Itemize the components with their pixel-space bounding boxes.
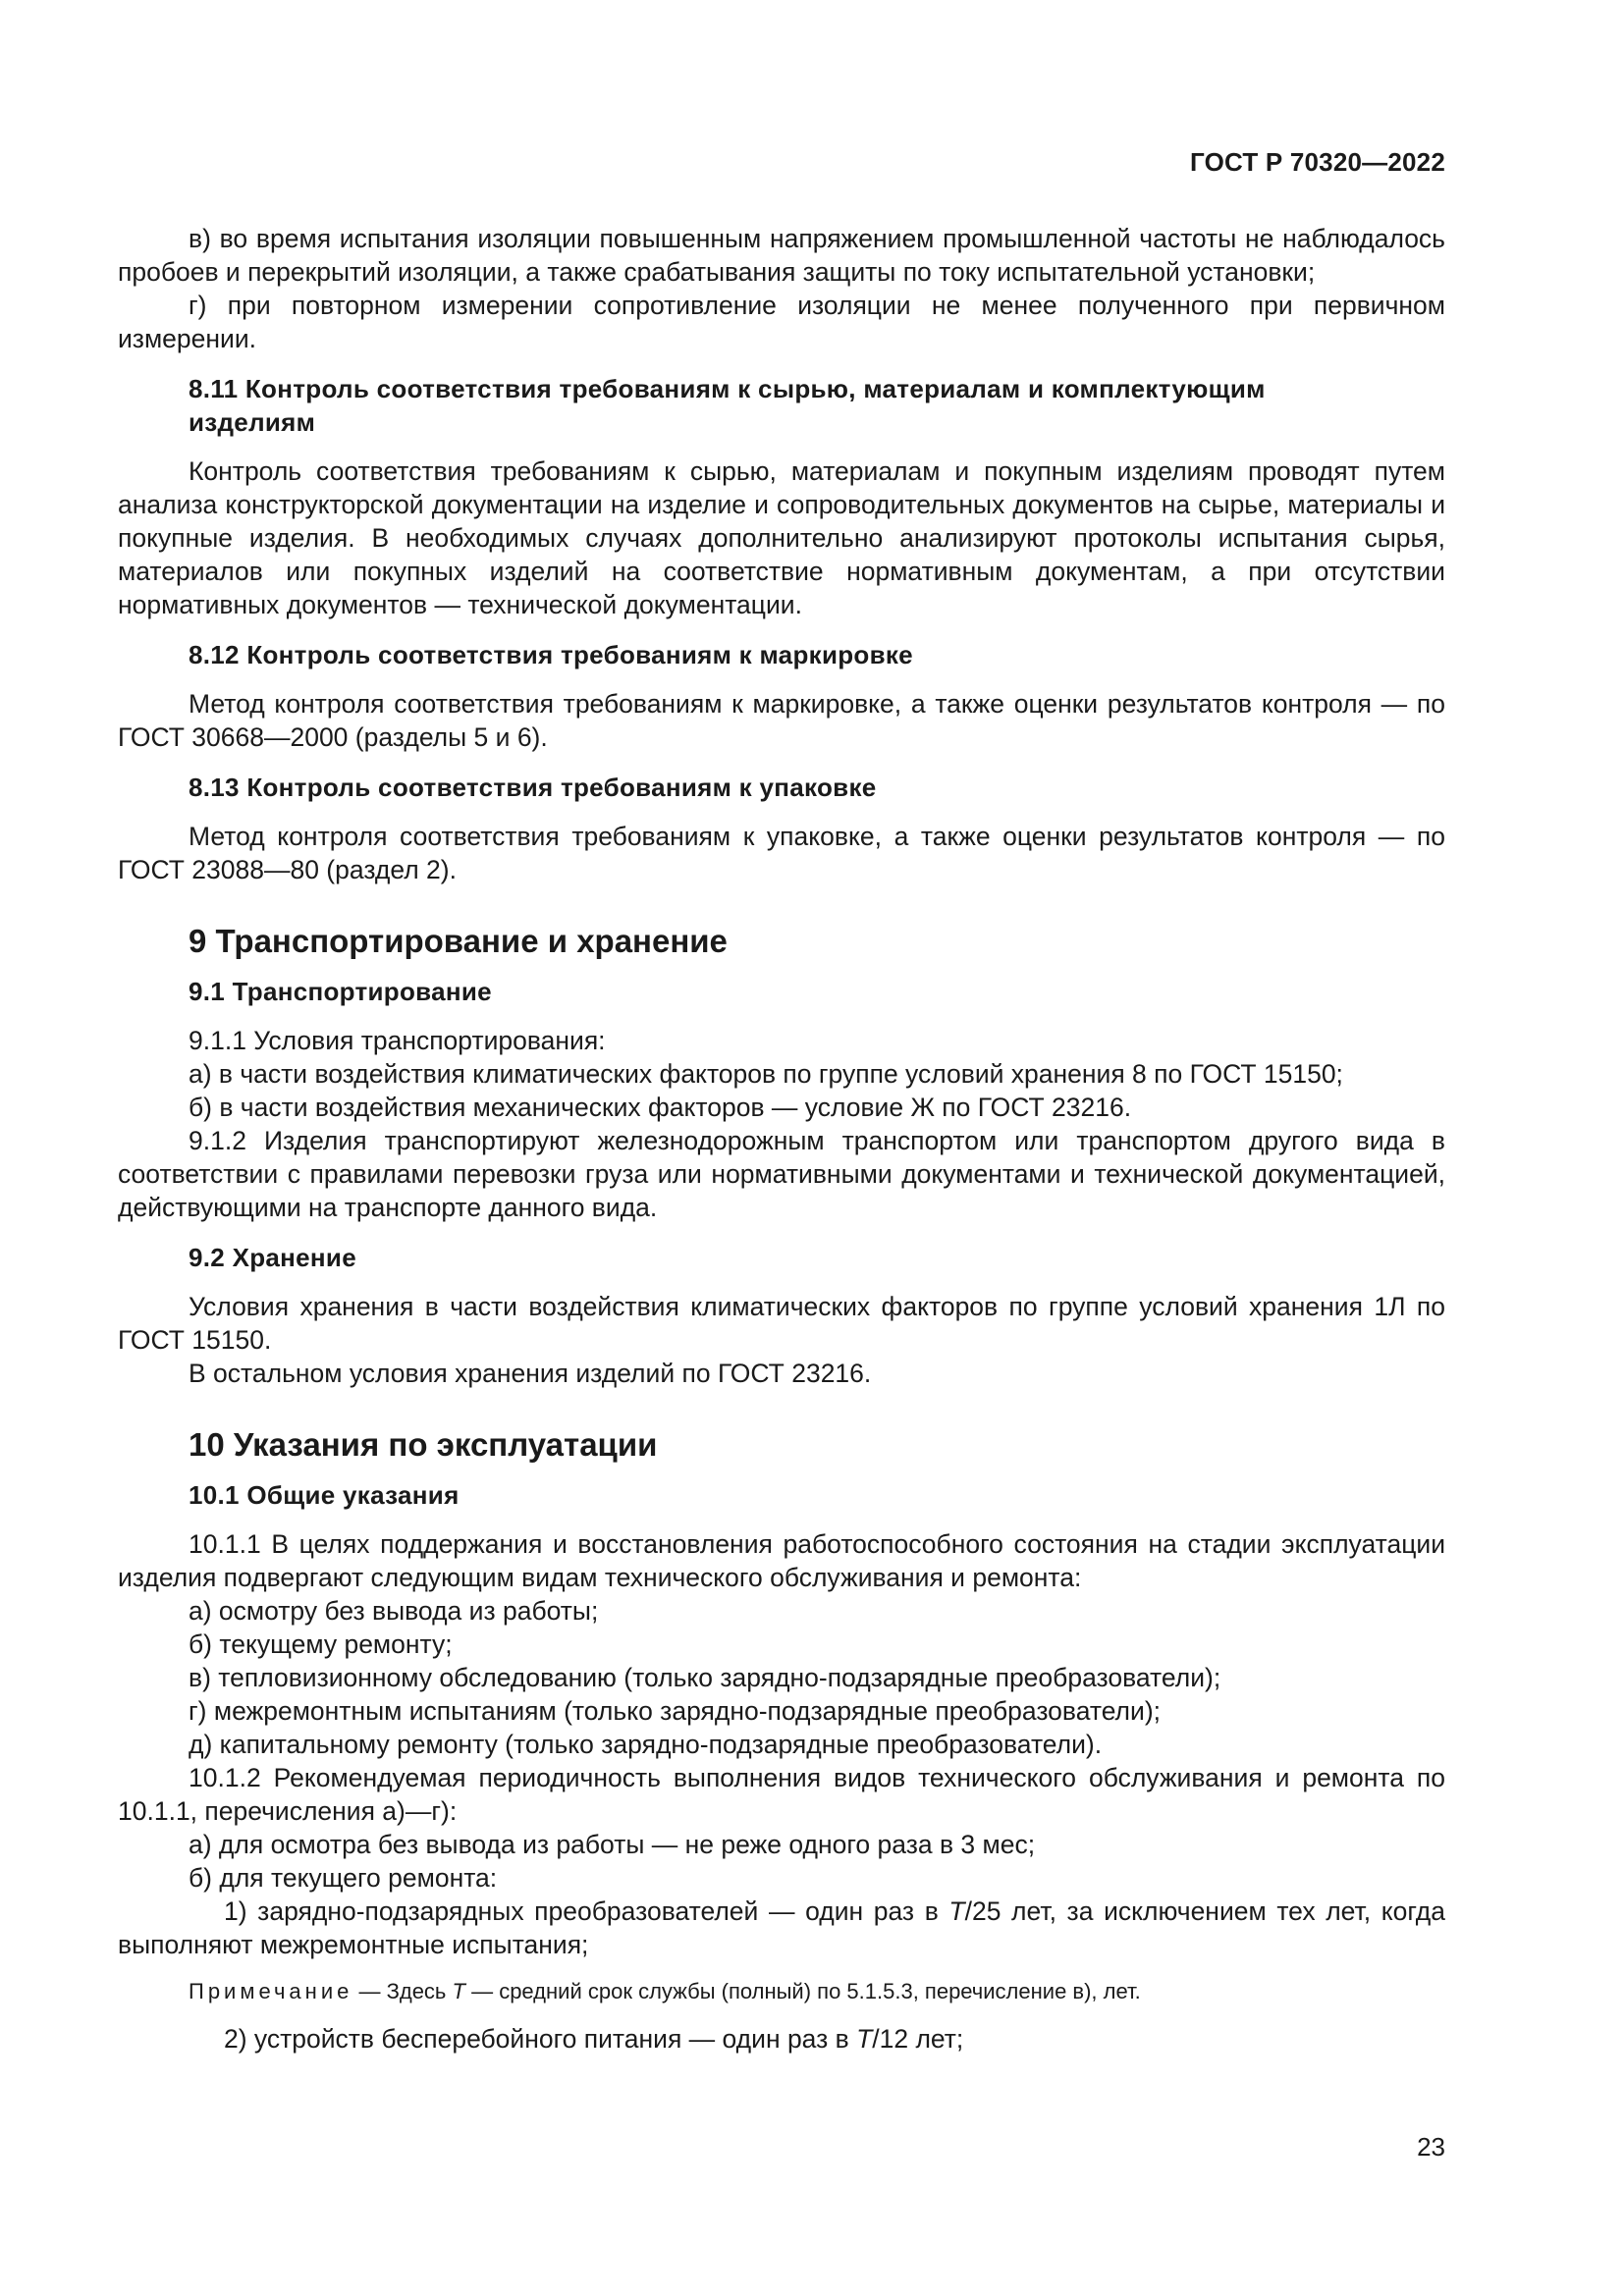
paragraph-10-1-2: 10.1.2 Рекомендуемая периодичность выполнения видов технического обслуживания и ремонта по 10.1.1, перечисления а)—г): xyxy=(118,1763,1445,1826)
page-number: 23 xyxy=(1417,2132,1445,2162)
list-item-10-1-2-a: а) для осмотра без вывода из работы — не реже одного раза в 3 мес; xyxy=(189,1830,1036,1859)
list-item-9-1-1-b: б) в части воздействия механических факторов — условие Ж по ГОСТ 23216. xyxy=(189,1093,1132,1122)
list-item-10-1-1-v: в) тепловизионному обследованию (только зарядно-подзарядные преобразователи); xyxy=(189,1663,1221,1692)
heading-8-11-line1: 8.11 Контроль соответствия требованиям к сырью, материалам и комплектующим xyxy=(189,374,1266,403)
variable-t: T xyxy=(948,1896,965,1926)
sub-item-1-text-end: /25 лет, за исключением тех лет, когда выполняют межремонтные испытания; xyxy=(118,1896,1446,1959)
list-item-v-insulation-test: в) во время испытания изоляции повышенным напряжением промышленной частоты не наблюдалось пробоев и перекрытий изоляции, а также срабатывания защиты по току испытательной установки; xyxy=(118,224,1445,287)
variable-t-2: T xyxy=(856,2024,873,2054)
list-item-10-1-1-b: б) текущему ремонту; xyxy=(189,1629,453,1659)
sub-item-2-text-end: /12 лет; xyxy=(872,2024,964,2054)
paragraph-9-1-1: 9.1.1 Условия транспортирования: xyxy=(189,1026,606,1055)
heading-10-1: 10.1 Общие указания xyxy=(189,1480,460,1510)
sub-item-10-1-2-b-1 xyxy=(118,1895,1445,1961)
document-page xyxy=(118,0,1445,2296)
paragraph-8-13: Метод контроля соответствия требованиям к упаковке, а также оценки результатов контроля — по ГОСТ 23088—80 (раздел 2). xyxy=(118,822,1445,884)
note-variable-t: T xyxy=(452,1979,465,2003)
sub-item-10-1-2-b-2 xyxy=(118,2022,1445,2056)
list-item-g-insulation-remeasure: г) при повторном измерении сопротивление изоляции не менее полученного при первичном измерении. xyxy=(118,291,1445,353)
sub-item-2-text-start: 2) устройств бесперебойного питания — один раз в xyxy=(224,2024,857,2054)
paragraph-8-12: Метод контроля соответствия требованиям к маркировке, а также оценки результатов контроля — по ГОСТ 30668—2000 (разделы 5 и 6). xyxy=(118,689,1445,752)
heading-9-2: 9.2 Хранение xyxy=(189,1243,356,1272)
heading-8-13: 8.13 Контроль соответствия требованиям к упаковке xyxy=(189,773,877,802)
heading-8-12: 8.12 Контроль соответствия требованиям к маркировке xyxy=(189,640,913,669)
list-item-10-1-1-a: а) осмотру без вывода из работы; xyxy=(189,1596,599,1626)
heading-9-1: 9.1 Транспортирование xyxy=(189,977,492,1006)
list-item-9-1-1-a: а) в части воздействия климатических факторов по группе условий хранения 8 по ГОСТ 15150; xyxy=(189,1059,1343,1089)
paragraph-8-11: Контроль соответствия требованиям к сырью, материалам и покупным изделиям проводят путем анализа конструкторской документации на изделие и сопроводительных документов на сырье, материалы и покупные изделия. В необходимых случаях дополнительно анализируют протоколы испытания сырья, материалов или покупных изделий на соответствие нормативным документам, а при отсутствии нормативных документов — технической документации. xyxy=(118,456,1445,619)
note-text-end: — средний срок службы (полный) по 5.1.5.3, перечисление в), лет. xyxy=(464,1979,1141,2003)
paragraph-10-1-1: 10.1.1 В целях поддержания и восстановления работоспособного состояния на стадии эксплуатации изделия подвергают следующим видам технического обслуживания и ремонта: xyxy=(118,1529,1445,1592)
document-header: ГОСТ Р 70320—2022 xyxy=(1190,147,1445,177)
section-heading-9: 9 Транспортирование и хранение xyxy=(189,923,728,959)
paragraph-9-1-2: 9.1.2 Изделия транспортируют железнодорожным транспортом или транспортом другого вида в соответствии с правилами перевозки груза или нормативными документами и технической документацией, действующими на транспорте данного вида. xyxy=(118,1126,1445,1222)
list-item-10-1-1-d: д) капитальному ремонту (только зарядно-подзарядные преобразователи). xyxy=(189,1730,1103,1759)
paragraph-9-2-a: Условия хранения в части воздействия климатических факторов по группе условий хранения 1Л по ГОСТ 15150. xyxy=(118,1292,1445,1355)
note-label: Примечание xyxy=(189,1979,353,2003)
list-item-10-1-2-b: б) для текущего ремонта: xyxy=(189,1863,498,1893)
section-heading-10: 10 Указания по эксплуатации xyxy=(189,1426,658,1463)
heading-8-11-line2: изделиям xyxy=(189,407,316,437)
list-item-10-1-1-g: г) межремонтным испытаниям (только зарядно-подзарядные преобразователи); xyxy=(189,1696,1162,1726)
paragraph-9-2-b: В остальном условия хранения изделий по ГОСТ 23216. xyxy=(189,1359,872,1388)
note xyxy=(118,1977,1445,2006)
sub-item-1-text-start: 1) зарядно-подзарядных преобразователей — один раз в xyxy=(224,1896,949,1926)
document-body xyxy=(118,222,1445,2056)
note-text-start: — Здесь xyxy=(352,1979,453,2003)
